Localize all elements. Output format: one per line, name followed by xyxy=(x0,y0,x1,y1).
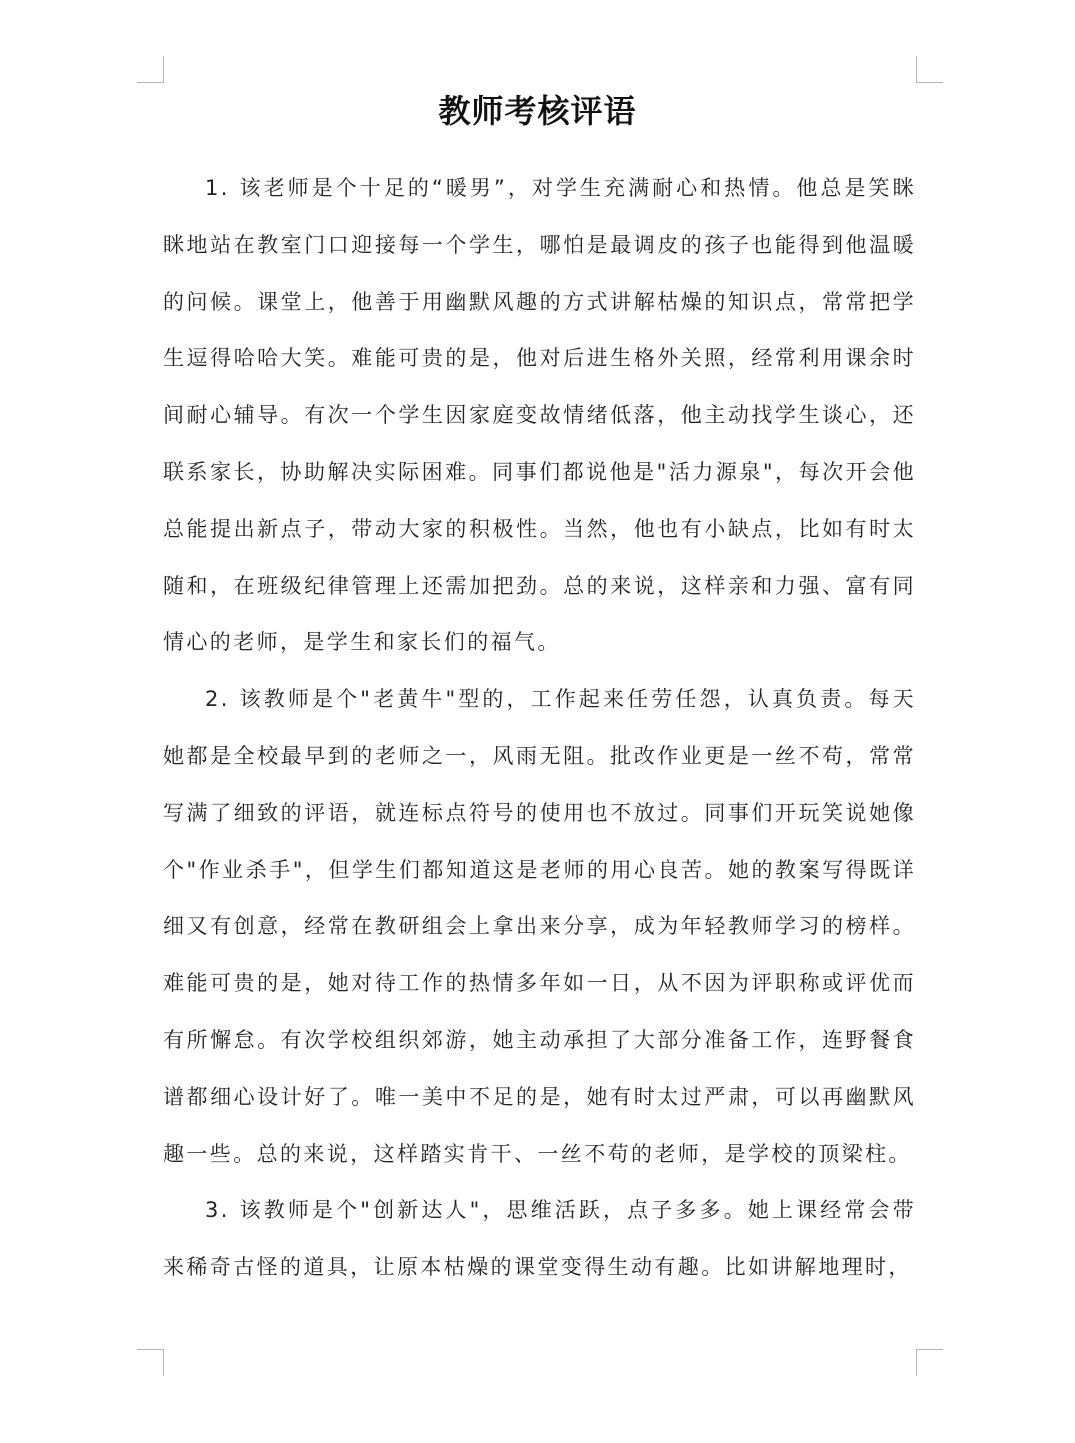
paragraph-3: 3. 该教师是个"创新达人"，思维活跃，点子多多。她上课经常会带来稀奇古怪的道具，让原本枯燥的课堂变得生动有趣。比如讲解地理时， xyxy=(163,1198,916,1280)
paragraph-1: 1. 该老师是个十足的“暖男”，对学生充满耐心和热情。他总是笑眯眯地站在教室门口迎接每一个学生，哪怕是最调皮的孩子也能得到他温暖的问候。课堂上，他善于用幽默风趣的方式讲解枯燥的知识点，常常把学生逗得哈哈大笑。难能可贵的是，他对后进生格外关照，经常利用课余时间耐心辅导。有次一个学生因家庭变故情绪低落，他主动找学生谈心，还联系家长，协助解决实际困难。同事们都说他是"活力源泉"，每次开会他总能提出新点子，带动大家的积极性。当然，他也有小缺点，比如有时太随和，在班级纪律管理上还需加把劲。总的来说，这样亲和力强、富有同情心的老师，是学生和家长们的福气。 xyxy=(163,176,916,655)
page-corner-mark-top-left xyxy=(137,56,164,83)
page-corner-mark-bottom-left xyxy=(137,1349,164,1376)
page-corner-mark-bottom-right xyxy=(916,1349,943,1376)
page-corner-mark-top-right xyxy=(916,56,943,83)
paragraph-2: 2. 该教师是个"老黄牛"型的，工作起来任劳任怨，认真负责。每天她都是全校最早到的老师之一，风雨无阻。批改作业更是一丝不苟，常常写满了细致的评语，就连标点符号的使用也不放过。同事们开玩笑说她像个"作业杀手"，但学生们都知道这是老师的用心良苦。她的教案写得既详细又有创意，经常在教研组会上拿出来分享，成为年轻教师学习的榜样。难能可贵的是，她对待工作的热情多年如一日，从不因为评职称或评优而有所懈怠。有次学校组织郊游，她主动承担了大部分准备工作，连野餐食谱都细心设计好了。唯一美中不足的是，她有时太过严肃，可以再幽默风趣一些。总的来说，这样踏实肯干、一丝不苟的老师，是学校的顶梁柱。 xyxy=(163,687,916,1166)
document-title: 教师考核评语 xyxy=(438,92,637,130)
document-body xyxy=(163,160,916,1296)
